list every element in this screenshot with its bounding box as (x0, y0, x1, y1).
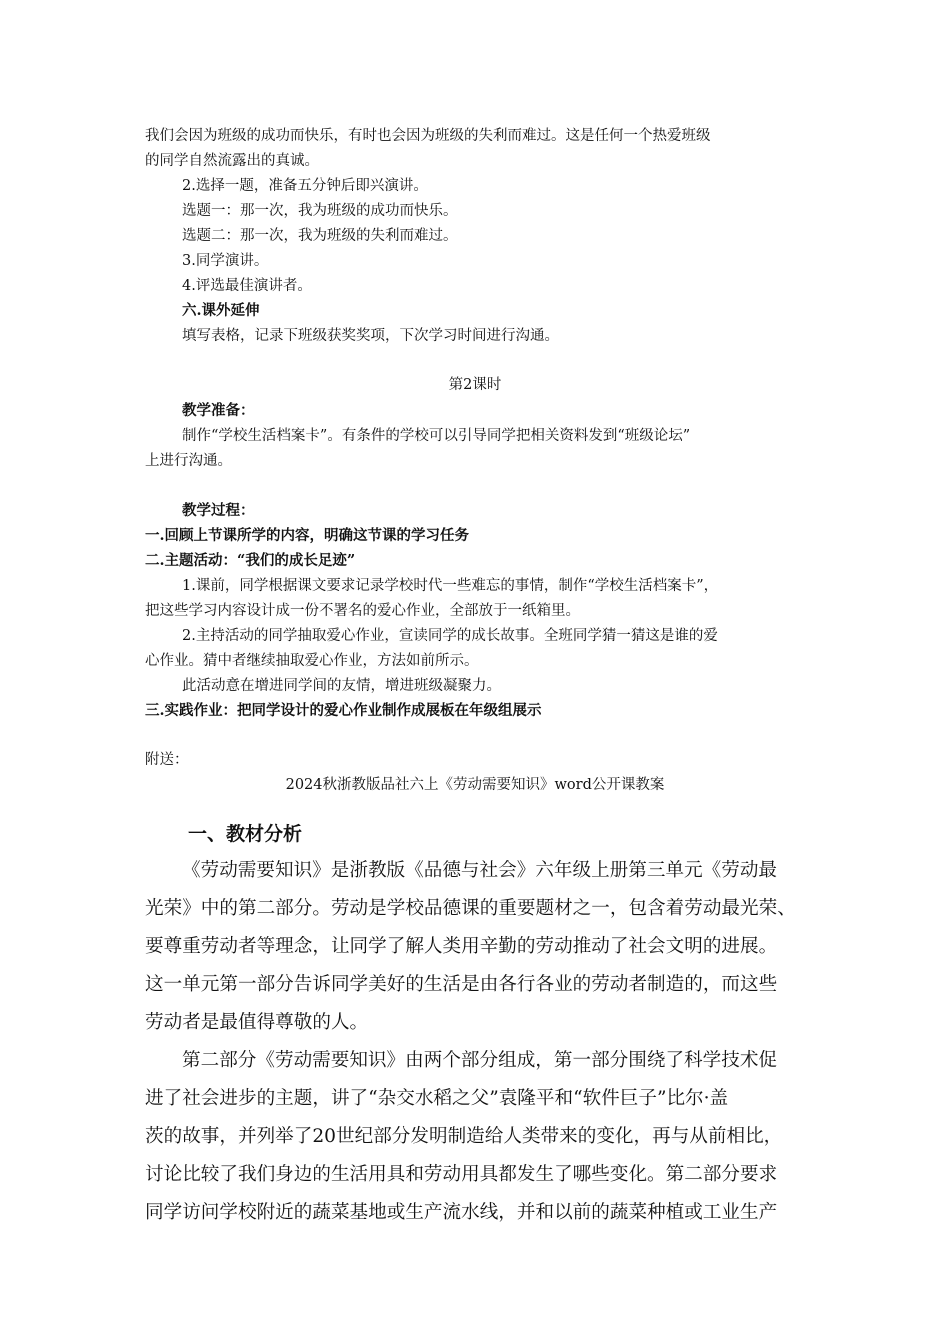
paragraph-line: 的同学自然流露出的真诚。 (145, 153, 319, 169)
paragraph-line: 填写表格，记录下班级获奖奖项，下次学习时间进行沟通。 (182, 328, 559, 344)
list-item: 4.评选最佳演讲者。 (182, 278, 312, 294)
section-heading: 六.课外延伸 (182, 302, 260, 319)
paragraph-line: 上进行沟通。 (145, 453, 232, 469)
paragraph-line: 茨的故事，并列举了20世纪部分发明制造给人类带来的变化，再与从前相比， (145, 1126, 783, 1147)
paragraph-line: 《劳动需要知识》是浙教版《品德与社会》六年级上册第三单元《劳动最 (182, 860, 778, 881)
paragraph-line: 此活动意在增进同学间的友情，增进班级凝聚力。 (182, 678, 501, 694)
list-item: 2.选择一题，准备五分钟后即兴演讲。 (182, 178, 428, 194)
paragraph-line: 制作“学校生活档案卡”。有条件的学校可以引导同学把相关资料发到“班级论坛” (182, 428, 691, 444)
paragraph-line: 进了社会进步的主题，讲了“杂交水稻之父”袁隆平和“软件巨子”比尔·盖 (145, 1088, 729, 1109)
paragraph-line: 光荣》中的第二部分。劳动是学校品德课的重要题材之一，包含着劳动最光荣、 (145, 898, 796, 919)
list-item: 选题二：那一次，我为班级的失利而难过。 (182, 228, 458, 244)
section-heading: 二.主题活动：“我们的成长足迹” (145, 552, 356, 569)
paragraph-line: 2.主持活动的同学抽取爱心作业，宣读同学的成长故事。全班同学猜一猜这是谁的爱 (182, 628, 718, 644)
paragraph-line: 1.课前，同学根据课文要求记录学校时代一些难忘的事情，制作“学校生活档案卡”， (182, 578, 719, 594)
paragraph-line: 要尊重劳动者等理念，让同学了解人类用辛勤的劳动推动了社会文明的进展。 (145, 936, 778, 957)
paragraph-line: 我们会因为班级的成功而快乐，有时也会因为班级的失利而难过。这是任何一个热爱班级 (145, 128, 711, 144)
paragraph-line: 讨论比较了我们身边的生活用具和劳动用具都发生了哪些变化。第二部分要求 (145, 1164, 778, 1185)
paragraph-line: 第二部分《劳动需要知识》由两个部分组成，第一部分围绕了科学技术促 (182, 1050, 778, 1071)
paragraph-line: 心作业。猜中者继续抽取爱心作业，方法如前所示。 (145, 653, 479, 669)
list-item: 3.同学演讲。 (182, 253, 269, 269)
appendix-title: 2024秋浙教版品社六上《劳动需要知识》word公开课教案 (285, 777, 665, 793)
paragraph-line: 同学访问学校附近的蔬菜基地或生产流水线，并和以前的蔬菜种植或工业生产 (145, 1202, 778, 1223)
paragraph-line: 把这些学习内容设计成一份不署名的爱心作业，全部放于一纸箱里。 (145, 603, 580, 619)
section-heading: 教学准备： (182, 402, 255, 419)
section-heading: 一、教材分析 (188, 823, 303, 845)
section-heading: 教学过程： (182, 502, 255, 519)
paragraph-line: 劳动者是最值得尊敬的人。 (145, 1012, 369, 1033)
lesson-title: 第2课时 (448, 377, 502, 393)
section-heading: 一.回顾上节课所学的内容，明确这节课的学习任务 (145, 527, 470, 544)
appendix-label: 附送： (145, 752, 189, 768)
paragraph-line: 这一单元第一部分告诉同学美好的生活是由各行各业的劳动者制造的，而这些 (145, 974, 778, 995)
list-item: 选题一：那一次，我为班级的成功而快乐。 (182, 203, 458, 219)
section-heading: 三.实践作业：把同学设计的爱心作业制作成展板在年级组展示 (145, 702, 542, 719)
